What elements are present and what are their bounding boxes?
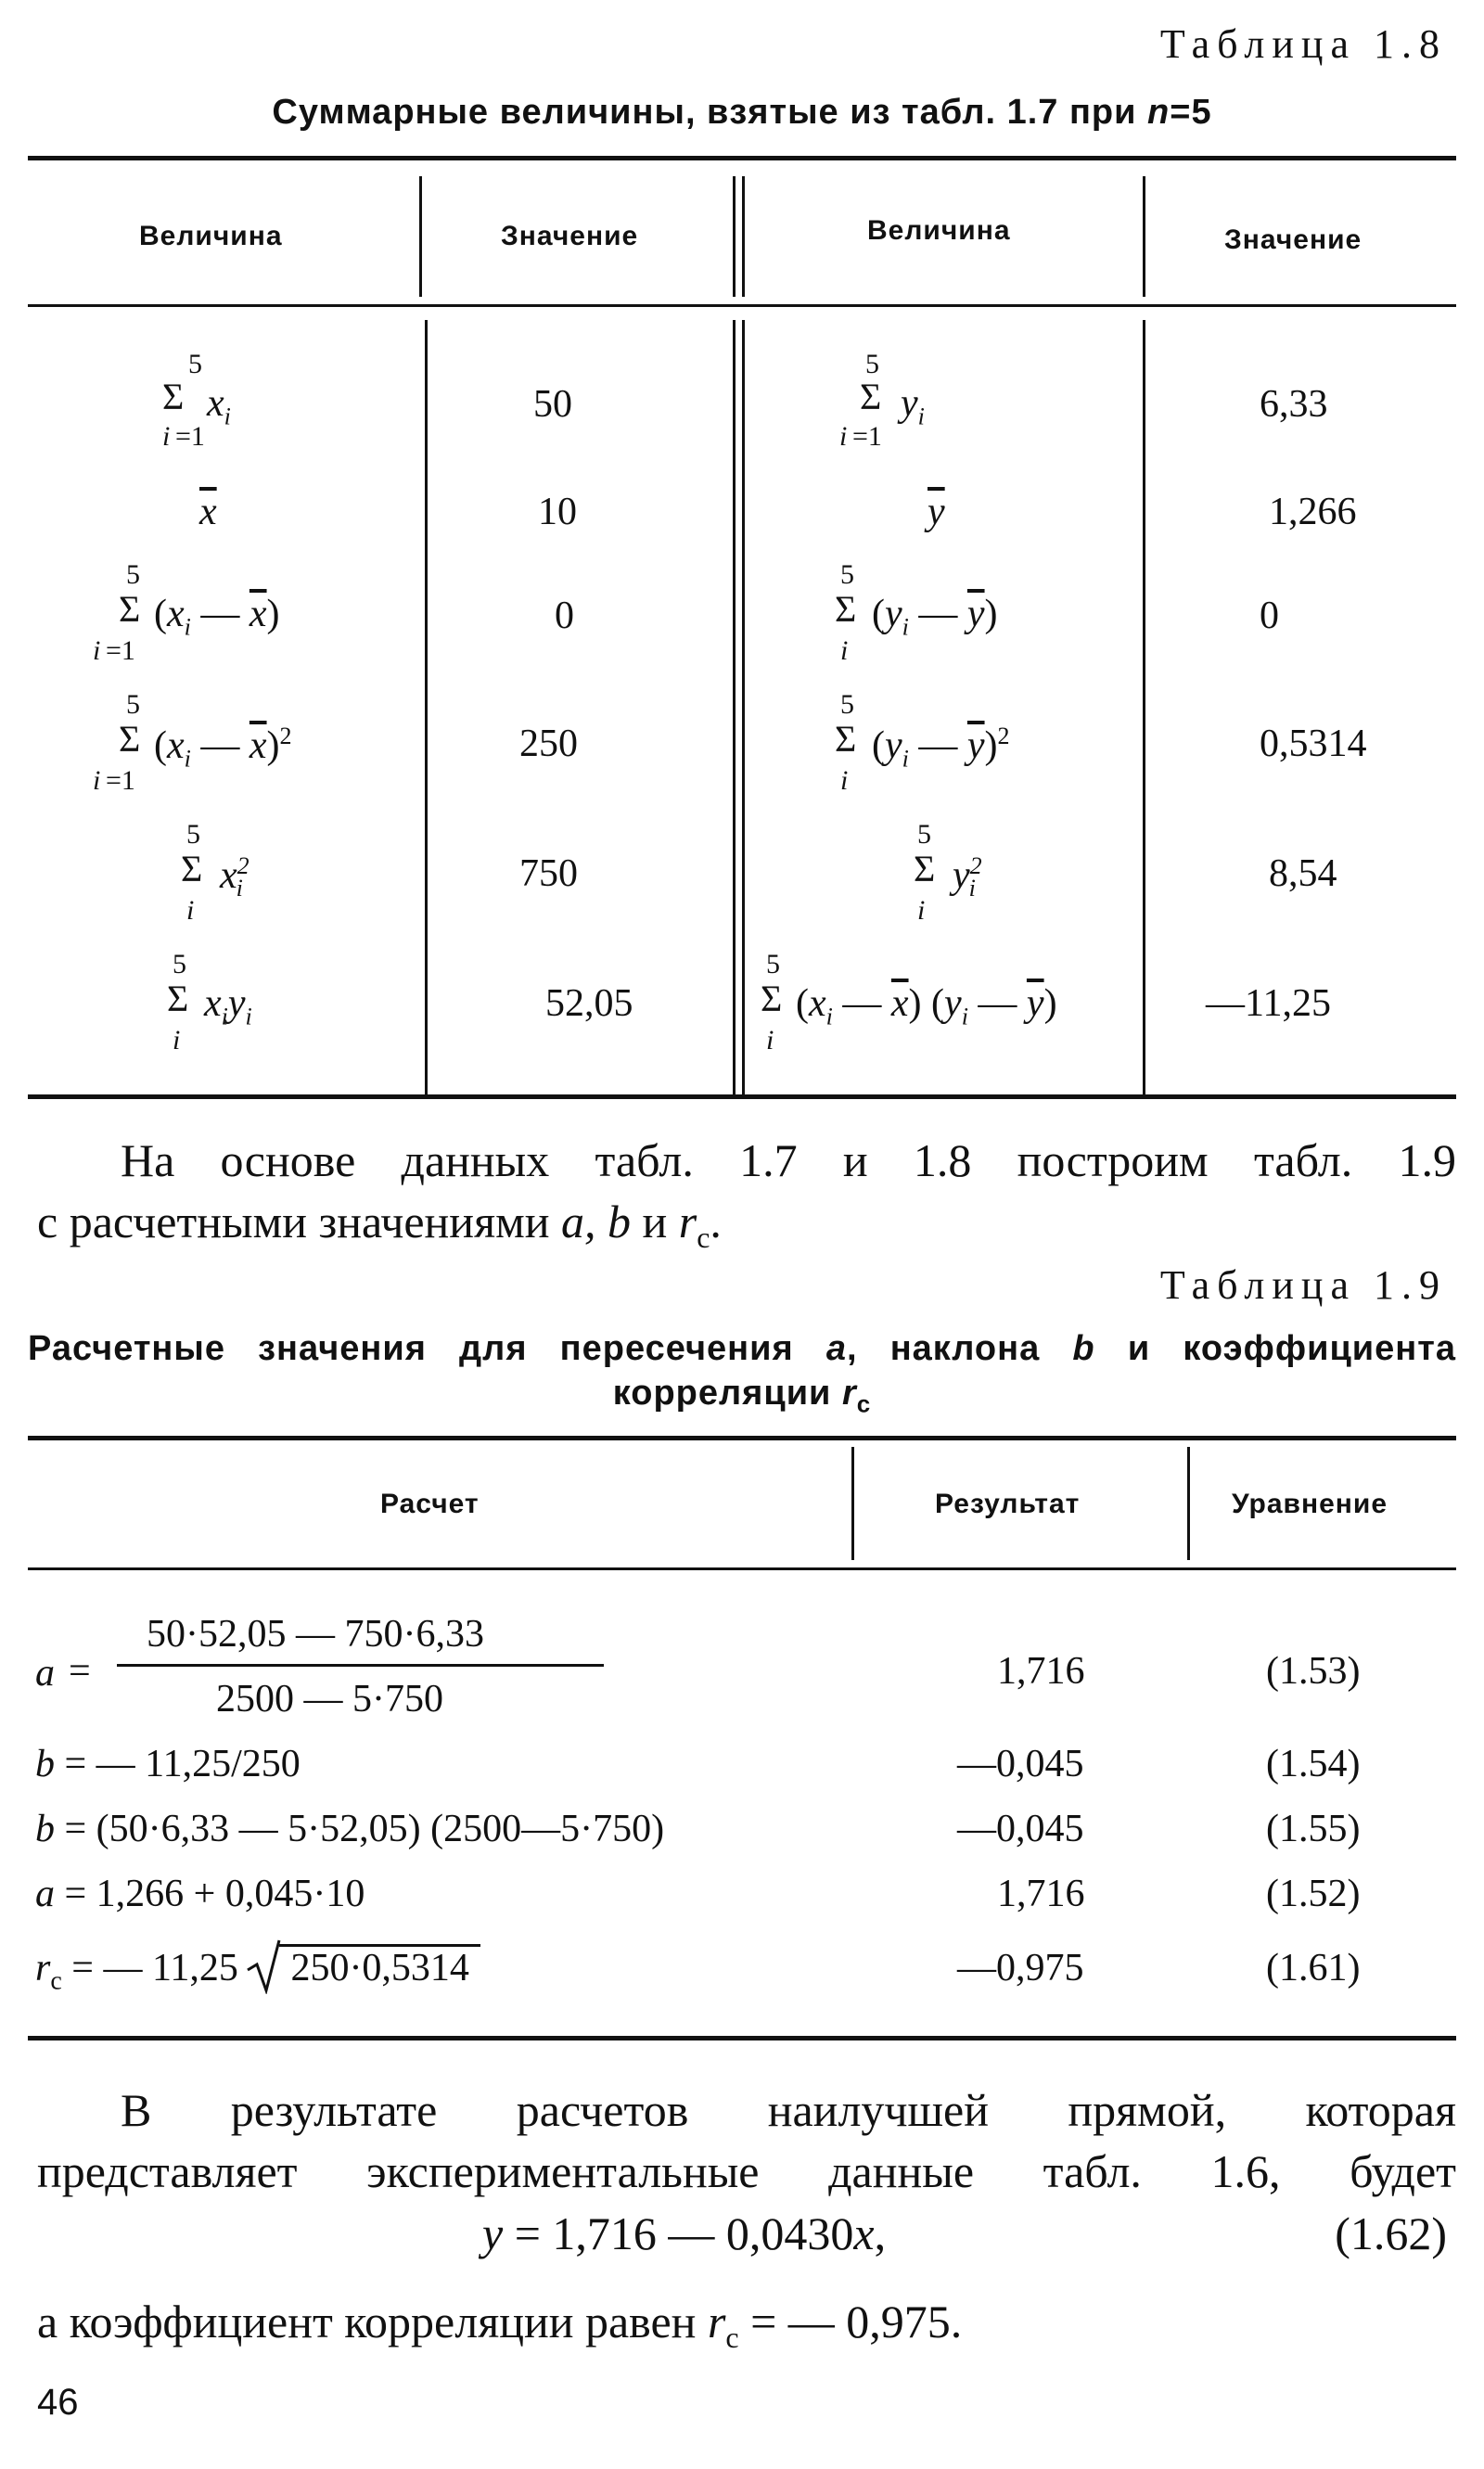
value-sum-dev-y: 0 bbox=[1260, 595, 1279, 637]
equation-1-62-label: (1.62) bbox=[1335, 2207, 1447, 2259]
expr-sum-dev-y: 5 Σ ($y_i$ — $\overline{y}$) i bbox=[835, 559, 998, 666]
expr-mean-x: $\overline{x}$ bbox=[199, 491, 217, 533]
expr-sum-x: 5 Σ $x_i$ i =1 bbox=[162, 349, 231, 452]
result-row-4: 1,716 bbox=[997, 1873, 1085, 1915]
value-sum-y-sq: 8,54 bbox=[1269, 852, 1337, 895]
table-1-9-header-rule bbox=[28, 1567, 1456, 1570]
expr-sum-y: 5 Σ $y_i$ i =1 bbox=[839, 349, 925, 452]
value-sum-x: 50 bbox=[533, 383, 572, 426]
equation-1-62: y = 1,716 — 0,0430x, bbox=[482, 2207, 887, 2259]
paragraph-intro-1-9: На основе данных табл. 1.7 и 1.8 построим табл. 1.9 с расчетными значениями a, b и $r_c$. bbox=[37, 1134, 1456, 1254]
value-sum-dev-x: 0 bbox=[555, 595, 574, 637]
expr-sum-x-sq: 5 Σ $x^2_i$ i bbox=[181, 819, 249, 926]
table-1-9-header-calc: Расчет bbox=[380, 1489, 480, 1519]
table-1-8-body-divider bbox=[425, 320, 428, 1094]
table-1-8-header-quantity: Величина bbox=[139, 221, 283, 251]
equation-row-4: (1.52) bbox=[1266, 1873, 1361, 1915]
calc-rc: $r_c$ = — 11,25 250·0,5314 bbox=[35, 1946, 480, 1996]
expr-sum-sq-dev-x: 5 Σ ($x_i$ — $\overline{x})^2$ i =1 bbox=[93, 689, 292, 796]
table-1-8-caption: Таблица 1.8 bbox=[1159, 21, 1447, 67]
value-sum-sq-dev-x: 250 bbox=[519, 723, 578, 765]
value-sum-sq-dev-y: 0,5314 bbox=[1260, 723, 1367, 765]
table-1-9-col-divider-1 bbox=[851, 1447, 854, 1560]
paragraph-result: В результате расчетов наилучшей прямой, которая представляет экспериментальные данные табл. 1.6, будет bbox=[37, 2084, 1456, 2197]
value-sum-x-sq: 750 bbox=[519, 852, 578, 895]
value-mean-y: 1,266 bbox=[1269, 491, 1357, 533]
value-sum-xy: 52,05 bbox=[545, 982, 633, 1025]
equation-row-1: (1.53) bbox=[1266, 1650, 1361, 1693]
table-1-9-caption: Таблица 1.9 bbox=[1159, 1262, 1447, 1308]
value-mean-x: 10 bbox=[538, 491, 577, 533]
expr-sum-sq-dev-y: 5 Σ ($y_i$ — $\overline{y})^2$ i bbox=[835, 689, 1010, 796]
calc-b-2: b = (50·6,33 — 5·52,05) (2500—5·750) bbox=[35, 1808, 665, 1850]
expr-mean-y: $\overline{y}$ bbox=[928, 491, 945, 533]
value-sum-y: 6,33 bbox=[1260, 383, 1328, 426]
equation-row-5: (1.61) bbox=[1266, 1947, 1361, 1989]
calc-b-1: b = — 11,25/250 bbox=[35, 1743, 301, 1785]
table-1-8-title: Суммарные величины, взятые из табл. 1.7 при n=5 bbox=[272, 93, 1212, 132]
table-1-8-header-rule bbox=[28, 304, 1456, 307]
table-1-8-col-divider-right bbox=[1143, 176, 1145, 297]
expr-sum-dev-x: 5 Σ ($x_i$ — $\overline{x}$) i =1 bbox=[93, 559, 280, 666]
table-1-9-col-divider-2 bbox=[1187, 1447, 1190, 1560]
table-1-9-bottom-rule bbox=[28, 2036, 1456, 2040]
result-row-5: —0,975 bbox=[957, 1947, 1084, 1989]
table-1-8-header-value-2: Значение bbox=[1224, 224, 1362, 255]
calc-a-fraction: a = 50·52,05 — 750·6,33 2500 — 5·750 bbox=[35, 1612, 592, 1733]
value-sum-cov: —11,25 bbox=[1206, 982, 1331, 1025]
table-1-8-double-divider-a bbox=[733, 176, 736, 297]
table-1-8-top-rule bbox=[28, 156, 1456, 160]
table-1-8-double-divider-b bbox=[742, 176, 745, 297]
table-1-8-header-value: Значение bbox=[501, 221, 639, 251]
table-1-8-body-double-a bbox=[733, 320, 736, 1094]
expr-sum-cov: 5 Σ ($x_i$ — $\overline{x}$) ($y_i$ — $\overline{y}$) i bbox=[761, 949, 1057, 1055]
calc-a-2: a = 1,266 + 0,045·10 bbox=[35, 1873, 365, 1915]
expr-sum-y-sq: 5 Σ $y^2_i$ i bbox=[914, 819, 982, 926]
equation-row-3: (1.55) bbox=[1266, 1808, 1361, 1850]
sqrt-icon bbox=[246, 1938, 283, 1994]
paragraph-correlation: а коэффициент корреляции равен $r_c$ = — 0,975. bbox=[37, 2296, 963, 2354]
expr-sum-xy: 5 Σ $x_iy_i$ i bbox=[167, 949, 252, 1055]
table-1-9-header-equation: Уравнение bbox=[1232, 1489, 1388, 1519]
table-1-9-title: Расчетные значения для пересечения a, наклона b и коэффициента корреляции $r_c$ bbox=[28, 1329, 1456, 1418]
result-row-1: 1,716 bbox=[997, 1650, 1085, 1693]
table-1-9-header-result: Результат bbox=[935, 1489, 1081, 1519]
equation-row-2: (1.54) bbox=[1266, 1743, 1361, 1785]
table-1-8-header-quantity-2: Величина bbox=[867, 215, 1011, 246]
result-row-3: —0,045 bbox=[957, 1808, 1084, 1850]
table-1-9-top-rule bbox=[28, 1436, 1456, 1440]
page-number: 46 bbox=[37, 2382, 79, 2423]
table-1-8-body-divider-right bbox=[1143, 320, 1145, 1094]
result-row-2: —0,045 bbox=[957, 1743, 1084, 1785]
table-1-8-body-double-b bbox=[742, 320, 745, 1094]
table-1-8-col-divider bbox=[419, 176, 422, 297]
table-1-8-bottom-rule bbox=[28, 1094, 1456, 1099]
